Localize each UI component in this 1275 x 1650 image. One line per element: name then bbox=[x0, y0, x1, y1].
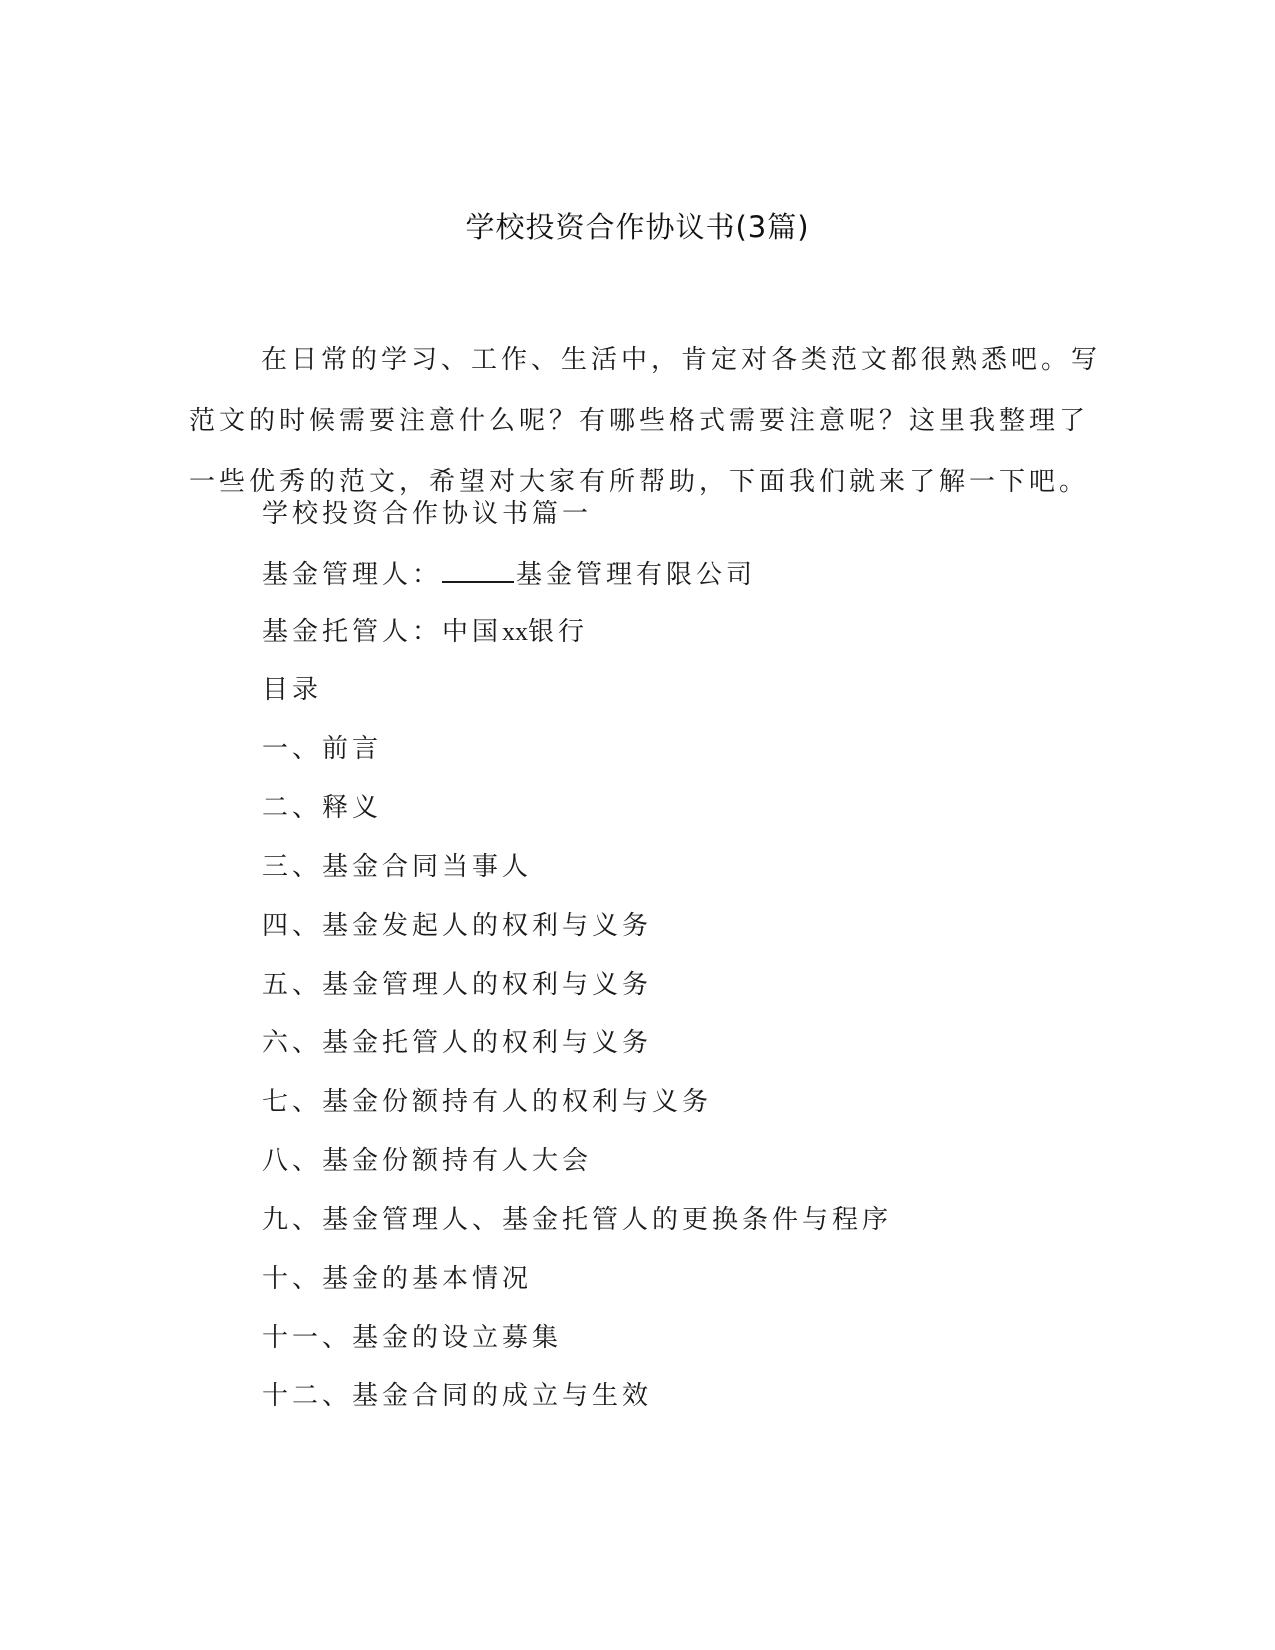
toc-item: 四、基金发起人的权利与义务 bbox=[262, 911, 653, 941]
fund-custodian-line bbox=[262, 614, 588, 650]
toc-item: 三、基金合同当事人 bbox=[262, 852, 533, 882]
intro-line: 一些优秀的范文，希望对大家有所帮助，下面我们就来了解一下吧。 bbox=[189, 467, 1090, 497]
toc-item: 八、基金份额持有人大会 bbox=[262, 1146, 593, 1176]
fund-manager-label: 基金管理人： bbox=[262, 560, 443, 590]
toc-item: 十、基金的基本情况 bbox=[262, 1264, 533, 1294]
fill-in-blank bbox=[442, 555, 514, 583]
section-heading: 学校投资合作协议书篇一 bbox=[262, 499, 593, 529]
toc-item: 一、前言 bbox=[262, 734, 383, 764]
document-title: 学校投资合作协议书(3篇) bbox=[465, 210, 810, 244]
toc-heading: 目录 bbox=[262, 675, 323, 705]
toc-item: 十二、基金合同的成立与生效 bbox=[262, 1381, 653, 1411]
toc-item: 六、基金托管人的权利与义务 bbox=[262, 1028, 653, 1058]
intro-line: 范文的时候需要注意什么呢？有哪些格式需要注意呢？这里我整理了 bbox=[189, 406, 1090, 436]
fund-custodian-bank: 银行 bbox=[528, 617, 589, 647]
toc-item: 十一、基金的设立募集 bbox=[262, 1323, 563, 1353]
fund-custodian-placeholder: xx bbox=[502, 617, 529, 646]
toc-item: 七、基金份额持有人的权利与义务 bbox=[262, 1087, 713, 1117]
toc-item: 二、释义 bbox=[262, 793, 383, 823]
toc-item: 九、基金管理人、基金托管人的更换条件与程序 bbox=[262, 1205, 893, 1235]
fund-manager-line bbox=[262, 555, 756, 593]
toc-item: 五、基金管理人的权利与义务 bbox=[262, 970, 653, 1000]
fund-custodian-label: 基金托管人：中国 bbox=[262, 617, 503, 647]
intro-paragraph bbox=[189, 330, 1102, 513]
intro-line: 在日常的学习、工作、生活中，肯定对各类范文都很熟悉吧。写 bbox=[261, 345, 1102, 375]
fund-manager-value: 基金管理有限公司 bbox=[516, 560, 757, 590]
